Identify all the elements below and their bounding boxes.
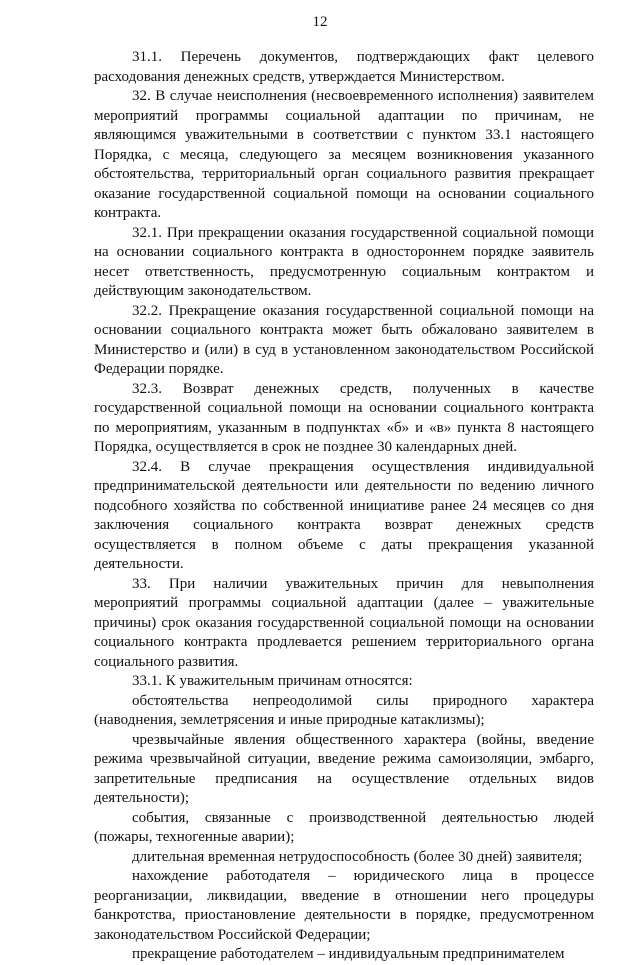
document-body bbox=[94, 48, 594, 965]
paragraph-33: 33. При наличии уважительных причин для невыполнения мероприятий программы социальной адаптации (далее – уважительные причины) срок оказания государственной социальной помощи на основании социального контракта продлевается решением территориального органа социального развития. bbox=[94, 575, 594, 670]
list-item-employer-reorganization: нахождение работодателя – юридического лица в процессе реорганизации, ликвидации, введение в отношении него процедуры банкротства, приостановление деятельности в порядке, предусмотренном законодательством Российской Федерации; bbox=[94, 868, 594, 943]
page-number: 12 bbox=[312, 14, 328, 30]
list-item-force-majeure: обстоятельства непреодолимой силы природного характера (наводнения, землетрясения и иные природные катаклизмы); bbox=[94, 692, 594, 728]
paragraph-32: 32. В случае неисполнения (несвоевременного исполнения) заявителем мероприятий программы социальной адаптации по причинам, не являющимся уважительными в соответствии с пунктом 33.1 настоящего Порядка, с месяца, следующего за месяцем возникновения указанного обстоятельства, территориальный орган социального развития прекращает оказание государственной социальной помощи на основании социального контракта. bbox=[94, 88, 594, 221]
paragraph-33-1: 33.1. К уважительным причинам относятся: bbox=[132, 673, 413, 689]
paragraph-32-3: 32.3. Возврат денежных средств, полученных в качестве государственной социальной помощи на основании социального контракта по мероприятиям, указанным в подпунктах «б» и «в» пункта 8 настоящего Порядка, осуществляется в срок не позднее 30 календарных дней. bbox=[94, 380, 594, 455]
paragraph-32-4: 32.4. В случае прекращения осуществления индивидуальной предпринимательской деятельности или деятельности по ведению личного подсобного хозяйства по собственной инициативе ранее 24 месяцев со дня заключения социального контракта возврат денежных средств осуществляется в полном объеме с даты прекращения указанной деятельности. bbox=[94, 458, 594, 572]
list-item-employer-termination: прекращение работодателем – индивидуальным предпринимателем bbox=[132, 946, 565, 962]
paragraph-31-1: 31.1. Перечень документов, подтверждающих факт целевого расходования денежных средств, утверждается Министерством. bbox=[94, 49, 594, 85]
list-item-industrial-events: события, связанные с производственной деятельностью людей (пожары, техногенные аварии); bbox=[94, 809, 594, 845]
list-item-emergency: чрезвычайные явления общественного характера (войны, введение режима чрезвычайной ситуации, введение режима самоизоляции, эмбарго, запретительные предписания на осуществление отдельных видов деятельности); bbox=[94, 731, 594, 806]
list-item-disability: длительная временная нетрудоспособность (более 30 дней) заявителя; bbox=[132, 848, 583, 865]
paragraph-32-1: 32.1. При прекращении оказания государственной социальной помощи на основании социального контракта в одностороннем порядке заявитель несет ответственность, предусмотренную социальным контрактом и действующим законодательством. bbox=[94, 224, 594, 299]
paragraph-32-2: 32.2. Прекращение оказания государственной социальной помощи на основании социального контракта может быть обжаловано заявителем в Министерство и (или) в суд в установленном законодательством Российской Федерации порядке. bbox=[94, 302, 594, 377]
